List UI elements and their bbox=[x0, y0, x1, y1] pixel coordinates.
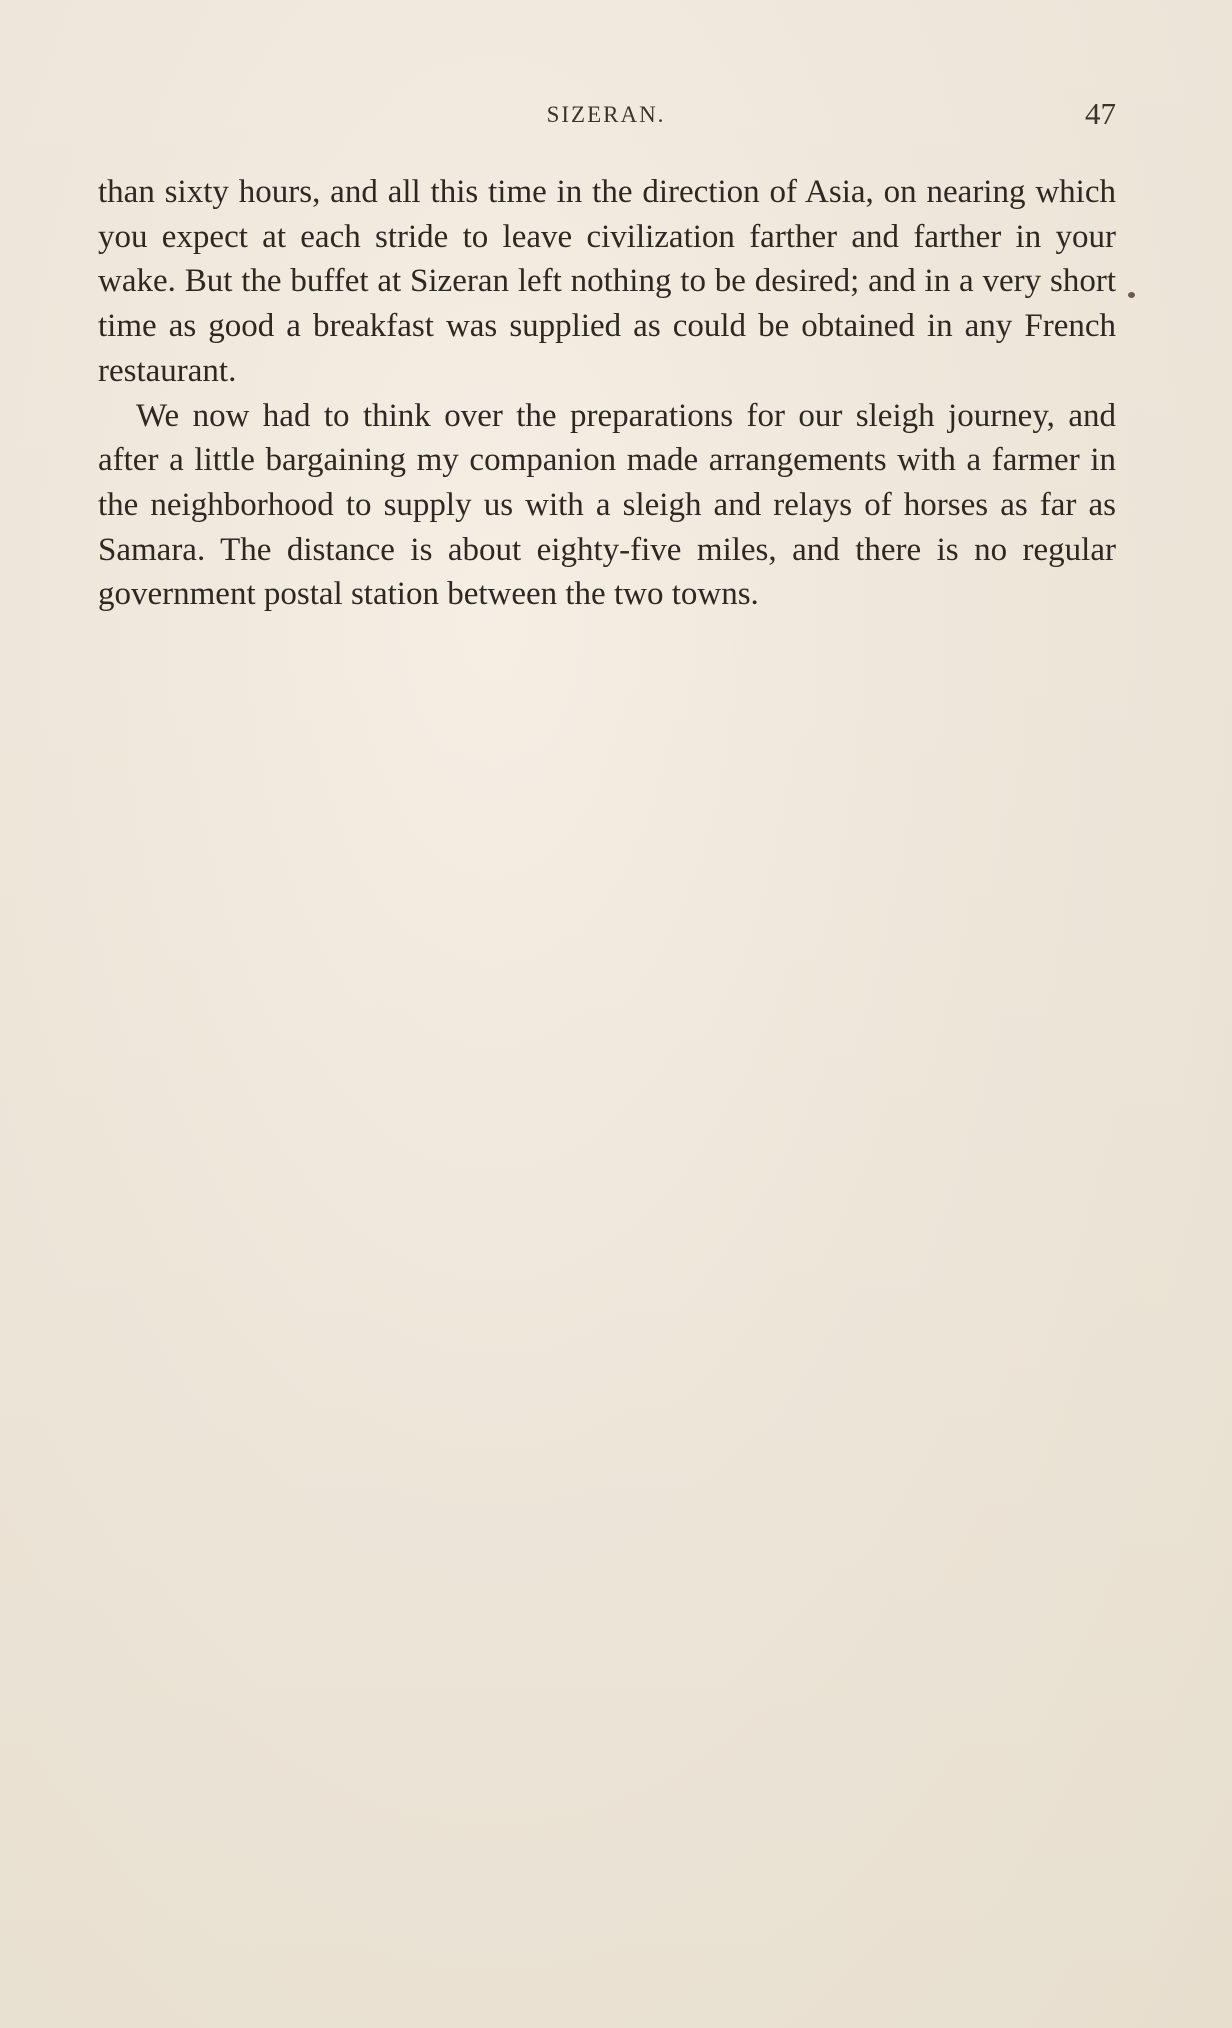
ink-speck bbox=[1128, 292, 1135, 298]
page-header bbox=[96, 96, 1116, 136]
running-head: SIZERAN. bbox=[546, 102, 666, 127]
paragraph-2: We now had to think over the preparations for our sleigh journey, and after a little bargaining my companion made arrangements with a farmer in the neighborhood to supply us with a sleigh and relays of horses as far as Samara. The distance is about eighty-five miles, and there is no regular government postal station between the two towns. bbox=[98, 397, 1116, 613]
page-number: 47 bbox=[1085, 96, 1116, 131]
body-text bbox=[98, 170, 1116, 617]
paragraph-1: than sixty hours, and all this time in the direction of Asia, on nearing which you expect at each stride to leave civilization farther and farther in your wake. But the buffet at Sizeran left nothing to be desired; and in a very short time as good a breakfast was supplied as could be obtained in any French restaurant. bbox=[98, 174, 1116, 389]
